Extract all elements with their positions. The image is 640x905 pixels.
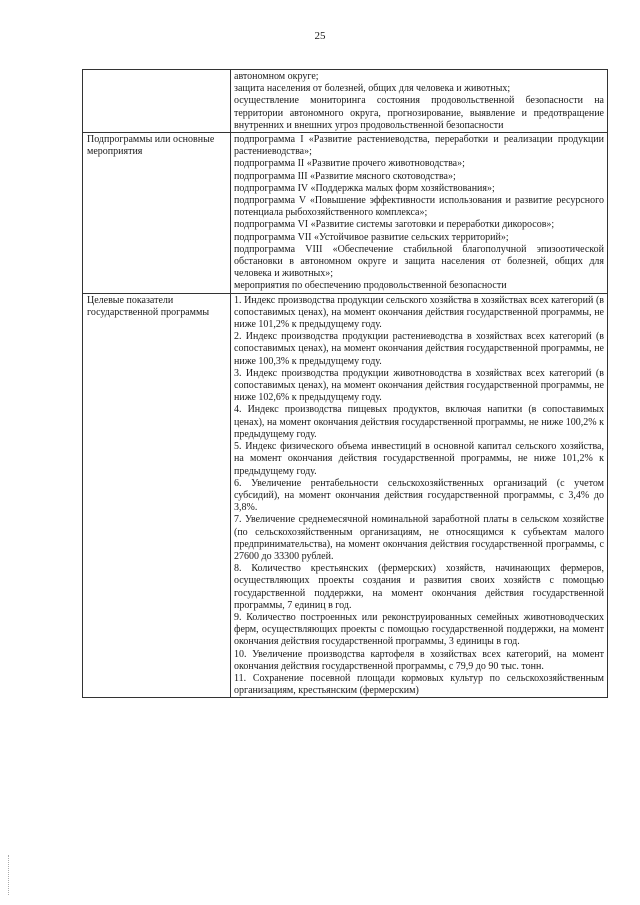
margin-mark bbox=[8, 855, 11, 895]
paragraph: 2. Индекс производства продукции растениеводства в хозяйствах всех категорий (в сопоставимых ценах), на момент окончания действия государственной программы, не ниже 100,3% к предыдущему году. bbox=[234, 331, 604, 367]
row-content bbox=[231, 70, 608, 133]
page-number: 25 bbox=[314, 30, 326, 42]
paragraph: подпрограмма VIII «Обеспечение стабильной благополучной эпизоотической обстановки в автономном округе и защита населения от болезней, общих для человека и животных»; bbox=[234, 243, 604, 280]
paragraph: 8. Количество крестьянских (фермерских) хозяйств, начинающих фермеров, осуществляющих проекты создания и развития своих хозяйств с помощью государственной поддержки, на момент окончания действия государственной программы, 7 единиц в год. bbox=[234, 563, 604, 611]
paragraph: осуществление мониторинга состояния продовольственной безопасности на территории автономного округа, прогнозирование, выявление и предотвращение внутренних и внешних угроз продовольственной безопасности bbox=[234, 95, 604, 131]
row-label: Подпрограммы или основные мероприятия bbox=[83, 133, 231, 294]
paragraph: подпрограмма VII «Устойчивое развитие сельских территорий»; bbox=[234, 231, 509, 243]
paragraph: мероприятия по обеспечению продовольственной безопасности bbox=[234, 280, 507, 292]
paragraph: 5. Индекс физического объема инвестиций в основной капитал сельского хозяйства, на момент окончания действия государственной программы, не ниже 101,2% к предыдущему году. bbox=[234, 441, 604, 477]
paragraph: подпрограмма III «Развитие мясного скотоводства»; bbox=[234, 170, 456, 182]
paragraph: 3. Индекс производства продукции животноводства в хозяйствах всех категорий (в сопоставимых ценах), на момент окончания действия государственной программы, не ниже 102,6% к предыдущему году. bbox=[234, 367, 604, 404]
paragraph: подпрограмма II «Развитие прочего животноводства»; bbox=[234, 158, 465, 170]
row-content bbox=[231, 133, 608, 294]
paragraph: подпрограмма IV «Поддержка малых форм хозяйствования»; bbox=[234, 182, 495, 194]
paragraph: 10. Увеличение производства картофеля в хозяйствах всех категорий, на момент окончания действия государственной программы, с 79,9 до 90 тыс. тонн. bbox=[234, 648, 604, 672]
row-content bbox=[231, 293, 608, 698]
paragraph: подпрограмма VI «Развитие системы заготовки и переработки дикоросов»; bbox=[234, 219, 555, 231]
table-row bbox=[83, 133, 608, 294]
paragraph: 6. Увеличение рентабельности сельскохозяйственных организаций (с учетом субсидий), на момент окончания действия государственной программы, с 3,4% до 3,8%. bbox=[234, 477, 604, 514]
paragraph: 4. Индекс производства пищевых продуктов, включая напитки (в сопоставимых ценах), на момент окончания действия государственной программы, не ниже 100,2% к предыдущему году. bbox=[234, 404, 604, 440]
paragraph: автономном округе; bbox=[234, 71, 319, 82]
paragraph: подпрограмма I «Развитие растениеводства, переработки и реализации продукции растениеводства»; bbox=[234, 134, 604, 158]
table-row bbox=[83, 70, 608, 133]
row-label: Целевые показатели государственной программы bbox=[83, 293, 231, 698]
paragraph: 11. Сохранение посевной площади кормовых культур по сельскохозяйственным организациям, крестьянским (фермерским) bbox=[234, 672, 604, 697]
paragraph: 7. Увеличение среднемесячной номинальной заработной платы в сельском хозяйстве (по сельскохозяйственным организациям, не относящимся к субъектам малого предпринимательства), на момент окончания действия государственной программы, с 27600 до 33300 рублей. bbox=[234, 514, 604, 562]
paragraph: подпрограмма V «Повышение эффективности использования и развитие ресурсного потенциала рыбохозяйственного комплекса»; bbox=[234, 195, 604, 219]
table-row bbox=[83, 293, 608, 698]
row-label bbox=[83, 70, 231, 133]
paragraph: защита населения от болезней, общих для человека и животных; bbox=[234, 83, 511, 95]
paragraph: 1. Индекс производства продукции сельского хозяйства в хозяйствах всех категорий (в сопоставимых ценах), на момент окончания действия государственной программы, не ниже 101,2% к предыдущему году. bbox=[234, 294, 604, 331]
paragraph: 9. Количество построенных или реконструированных семейных животноводческих ферм, осуществляющих проекты с помощью государственной поддержки, на момент окончания действия государственной программы, 3 единицы в год. bbox=[234, 611, 604, 648]
passport-table bbox=[82, 69, 608, 698]
